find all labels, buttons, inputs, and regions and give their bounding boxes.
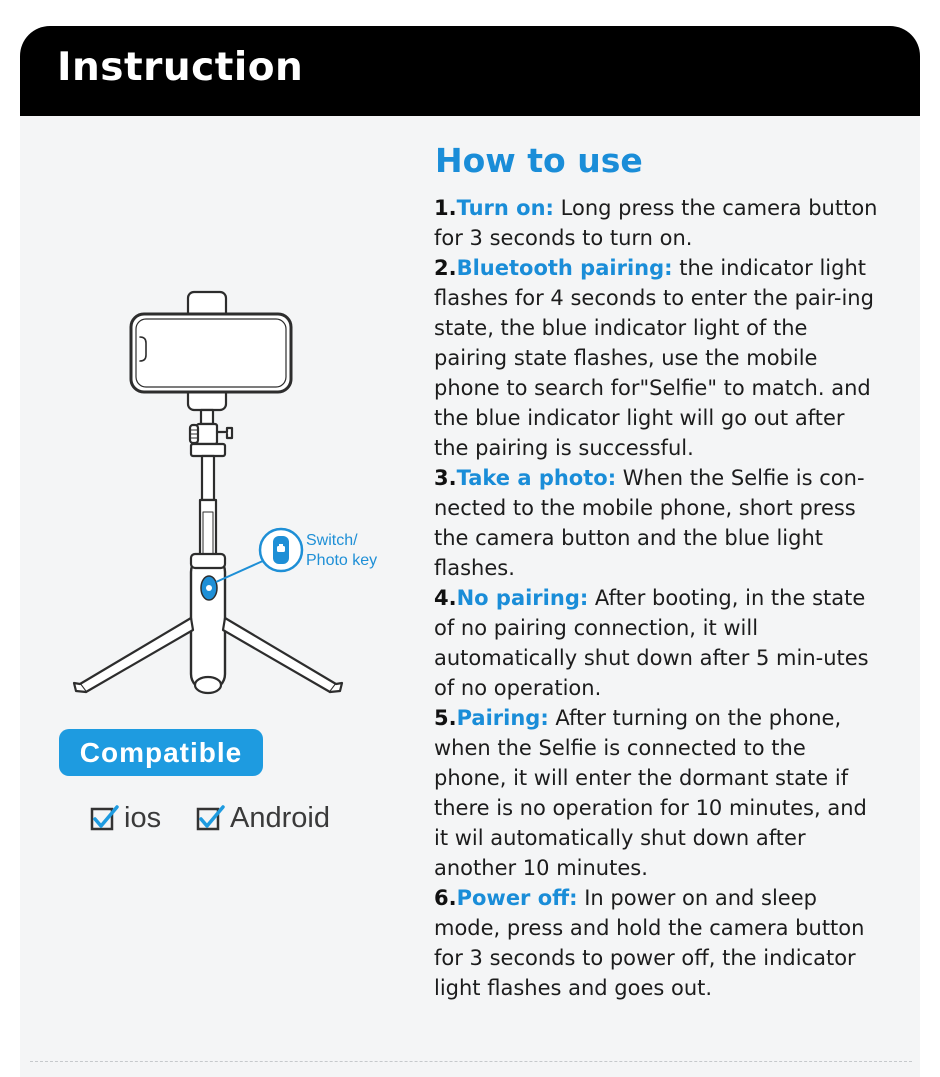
step-text: After booting, in the state of no pairing connection, it will automatically shut down after 5 min-utes of no operation. [434,586,869,700]
step-pairing [434,703,884,883]
checkbox-checked-icon [90,803,120,833]
joint-screw [217,428,232,438]
step-power-off [434,883,884,1003]
step-number: 3. [434,466,457,490]
phone-screen [136,319,286,387]
handle-top [191,554,225,568]
step-heading: Bluetooth pairing: [456,256,673,280]
compat-label-android: Android [230,802,330,834]
step-heading: No pairing: [456,586,589,610]
compat-label-ios: ios [124,802,162,834]
step-number: 5. [434,706,457,730]
pole-upper [202,456,214,500]
step-heading: Take a photo: [456,466,617,490]
checkbox-checked-icon [196,803,226,833]
callout-label-photo-key: Photo key [306,552,378,569]
joint-base [191,444,225,456]
step-text: In power on and sleep mode, press and hold the camera button for 3 seconds to power off, the indicator light flashes and goes out. [434,886,865,1000]
how-to-use-title: How to use [435,141,643,180]
compat-item-android [196,800,330,836]
step-number: 6. [434,886,457,910]
step-turn-on [434,193,884,253]
how-to-use-steps [434,193,884,1003]
dashed-divider [30,1061,912,1062]
instruction-header [20,26,920,116]
step-heading: Power off: [456,886,578,910]
compatible-badge: Compatible [59,729,263,776]
tripod-leg-right [223,618,336,692]
compat-item-ios [90,800,161,836]
step-text: the indicator light flashes for 4 seconds to enter the pair-ing state, the blue indicator light of the pairing state flashes, use the mobile phone to search for"Selfie" to match. and the blue indicator light will go out after the pairing is successful. [434,256,874,460]
step-heading: Pairing: [456,706,549,730]
step-text: Long press the camera button for 3 seconds to turn on. [434,196,878,250]
step-number: 2. [434,256,457,280]
joint-neck [201,410,213,424]
joint-block [197,424,217,444]
step-bluetooth-pairing [434,253,884,463]
step-number: 1. [434,196,457,220]
handle-foot [195,677,221,693]
callout-label-switch: Switch/ [306,532,358,549]
tripod-leg-left [80,618,193,692]
step-heading: Turn on: [456,196,554,220]
step-no-pairing [434,583,884,703]
pole-middle [200,500,216,556]
step-take-photo [434,463,884,583]
step-text: When the Selfie is con-nected to the mobile phone, short press the camera button and the blue light flashes. [434,466,865,580]
selfie-stick-illustration [60,280,410,700]
header-title: Instruction [57,45,304,90]
step-number: 4. [434,586,457,610]
step-text: After turning on the phone, when the Selfie is connected to the phone, it will enter the dormant state if there is no operation for 10 minutes, and it wil automatically shut down after another 10 minutes. [434,706,867,880]
